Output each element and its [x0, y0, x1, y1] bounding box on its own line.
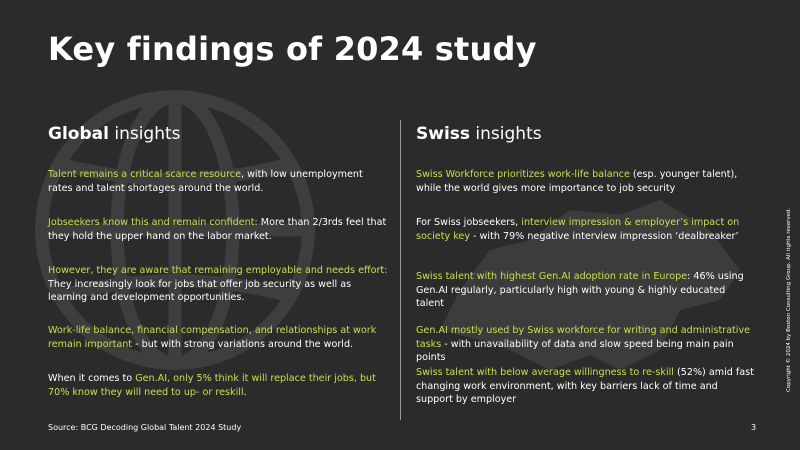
global-insight-5: When it comes to Gen.AI, only 5% think it will replace their jobs, but 70% know they will need to up- or reskill.: [48, 373, 376, 398]
swiss-insight-2: For Swiss jobseekers, interview impression & employer’s impact on society key - with 79% negative interview impression ‘dealbreaker’: [416, 217, 740, 242]
page-title: Key findings of 2024 study: [48, 30, 537, 68]
swiss-insight-3: Swiss talent with highest Gen.AI adoption rate in Europe: 46% using Gen.AI regularly, particularly high with young & highly educated talent: [416, 271, 744, 309]
swiss-insights-heading: Swiss insights: [416, 124, 542, 144]
swiss-insight-4: Gen.AI mostly used by Swiss workforce for writing and administrative tasks - with unavailability of data and slow speed being main pain points: [416, 325, 751, 363]
swiss-insight-5: Swiss talent with below average willingness to re-skill (52%) amid fast changing work environment, with key barriers lack of time and support by employer: [416, 367, 754, 405]
column-divider: [400, 120, 401, 420]
global-insights-heading: Global insights: [48, 124, 181, 144]
global-insight-1: Talent remains a critical scarce resource, with low unemployment rates and talent shortages around the world.: [48, 169, 363, 194]
copyright-note: Copyright © 2024 by Boston Consulting Group. All rights reserved.: [786, 207, 792, 392]
global-insight-4: Work-life balance, financial compensation, and relationships at work remain important - but with strong variations around the world.: [48, 325, 377, 350]
page-number: 3: [751, 423, 757, 432]
source-note: Source: BCG Decoding Global Talent 2024 Study: [48, 423, 242, 432]
global-insight-3: However, they are aware that remaining employable and needs effort: They increasingly look for jobs that offer job security as well as learning and development opportunities.: [48, 265, 388, 303]
swiss-insight-1: Swiss Workforce prioritizes work-life balance (esp. younger talent), while the world gives more importance to job security: [416, 169, 738, 194]
global-insight-2: Jobseekers know this and remain confident: More than 2/3rds feel that they hold the upper hand on the labor market.: [48, 217, 387, 242]
